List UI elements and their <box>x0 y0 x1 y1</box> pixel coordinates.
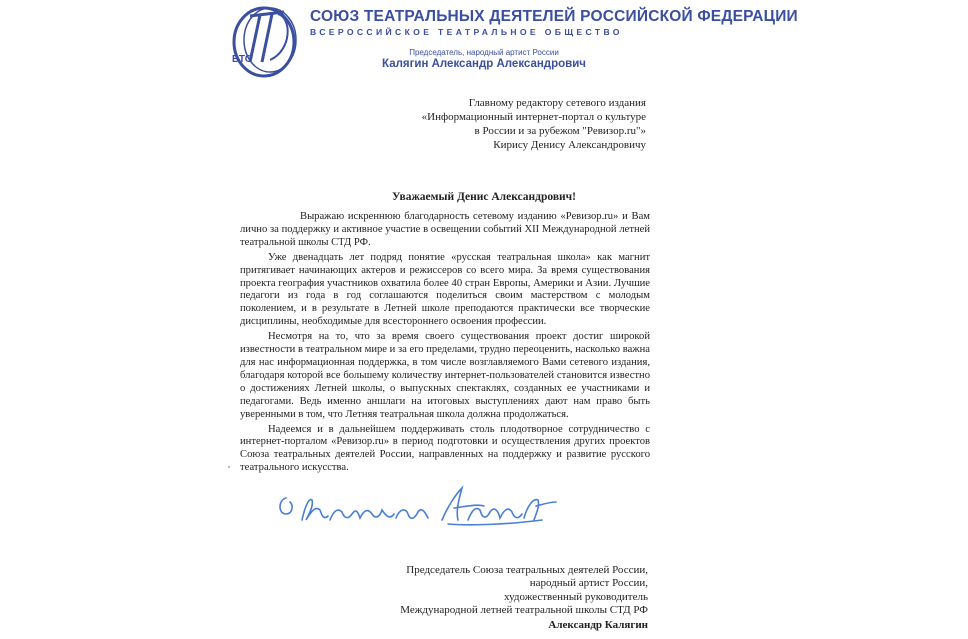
addressee-line: Кирису Денису Александровичу <box>493 139 646 151</box>
chairman-name: Калягин Александр Александрович <box>382 58 586 70</box>
body-paragraph: Надеемся и в дальнейшем поддерживать столь плодотворное сотрудничество с интернет-порталом «Ревизор.ru» в период подготовки и осуществления других проектов Союза театральных деятелей России, направленных на поддержку и развитие русского театрального искусства. <box>240 423 650 474</box>
closing-block <box>400 564 648 618</box>
closing-line: художественный руководитель <box>504 590 648 603</box>
addressee-line: «Информационный интернет-портал о культуре <box>421 111 646 123</box>
body-paragraph: Несмотря на то, что за время своего существования проект достиг широкой известности в театральном мире и за его пределами, трудно переоценить, насколько важна для нас информационная поддержка, в том числе возглавляемого Вами сетевого издания, благодаря которой все большему количеству интернет-пользователей становится известно о достижениях Летней школы, о выпускных спектаклях, созданных ее участниками и педагогами. Ведь именно аншлаги на итоговых выступлениях дают нам право быть уверенными в том, что Летняя театральная школа должна продолжаться. <box>240 331 650 420</box>
addressee-line: Главному редактору сетевого издания <box>468 97 646 109</box>
logo-text: ВТО <box>232 54 253 65</box>
chairman-role: Председатель, народный артист России <box>409 48 559 57</box>
divider-dot <box>228 466 230 468</box>
closing-line: Международной летней театральной школы СТД РФ <box>400 604 648 617</box>
closing-line: Председатель Союза театральных деятелей России, <box>406 564 648 576</box>
closing-line: народный артист России, <box>529 577 648 590</box>
greeting: Уважаемый Денис Александрович! <box>392 191 576 203</box>
organization-subtitle: ВСЕРОССИЙСКОЕ ТЕАТРАЛЬНОЕ ОБЩЕСТВО <box>310 27 623 37</box>
signer-name: Александр Калягин <box>548 619 648 631</box>
handwritten-signature <box>272 480 572 540</box>
addressee-line: в России и за рубежом "Ревизор.ru"» <box>474 125 646 137</box>
letter-body <box>240 211 650 477</box>
organization-title: СОЮЗ ТЕАТРАЛЬНЫХ ДЕЯТЕЛЕЙ РОССИЙСКОЙ ФЕДЕРАЦИИ <box>310 8 798 25</box>
body-paragraph: Уже двенадцать лет подряд понятие «русская театральная школа» как магнит притягивает начинающих актеров и режиссеров со всего мира. За время существования проекта география участников охватила более 40 стран Европы, Америки и Азии. Лучшие педагоги из года в год соглашаются поделиться своим мастерством с молодым поколением, и в результате в Летней школе преподаются практически все творческие дисциплины, необходимые для всестороннего освоения профессии. <box>240 251 650 328</box>
body-paragraph: Выражаю искреннюю благодарность сетевому изданию «Ревизор.ru» и Вам лично за поддержку и активное участие в освещении событий XII Международной летней театральной школы СТД РФ. <box>240 211 650 248</box>
addressee-block <box>422 96 646 152</box>
